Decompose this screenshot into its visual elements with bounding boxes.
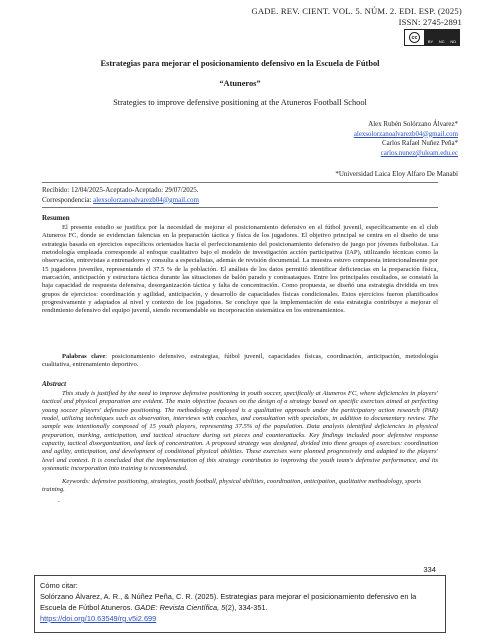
author-name: Alex Rubén Solórzano Álvarez* bbox=[368, 121, 458, 128]
citation-issue-pages: (2), 334-351. bbox=[225, 603, 268, 612]
citation-label: Cómo citar: bbox=[40, 581, 78, 590]
resumen-body: El presente estudio se justifica por la necesidad de mejorar el posicionamiento defensivo en el fútbol juvenil, específicamente en el club Atuneros FC, donde se evidencian falencias en la preparación táctica y física de los jugadores. El objetivo principal se centra en el diseño de una estrategia basada en ejercicios específicos orientados hacia el perfeccionamiento del posicionamiento defensivo de juego por jóvenes futbolistas. La metodología empleada corresponde al enfoque cualitativo bajo el modelo de investigación acción participativa (IAP), utilizando técnicas como la observación, entrevistas a entrenadores y consulta a especialistas, además de revisión documental. La muestra estuvo compuesta intencionalmente por 15 jugadores juveniles, representando el 37.5 % de la población. El análisis de los datos permitió identificar deficiencias en la preparación física, marcación, anticipación y estructura táctica durante las situaciones de balón parado y contraataques. Entre los principales resultados, se constató la baja capacidad de respuesta defensiva, desorganización táctica y falta de concentración. Como propuesta, se diseñó una estrategia dividida en tres grupos de ejercicios: coordinación y agilidad, anticipación, y desarrollo de capacidades físicas condicionales. Estos ejercicios fueron planificados progresivamente y adaptados al nivel y contexto de los jugadores. Se concluye que la implementación de esta estrategia contribuye a mejorar el rendimiento defensivo del equipo juvenil, siendo recomendable su incorporación sistemática en los entrenamientos. bbox=[42, 224, 438, 315]
article-title-english: Strategies to improve defensive positioning at the Atuneros Football School bbox=[113, 98, 367, 107]
resumen-keywords bbox=[42, 353, 438, 370]
abstract-heading: Abstract bbox=[42, 380, 67, 388]
citation-text bbox=[40, 591, 440, 613]
author-email-link[interactable]: alexsolorzanoalvarezb04@gmail.com bbox=[353, 130, 458, 138]
journal-issn: ISSN: 2745-2891 bbox=[398, 17, 462, 27]
author-name: Carlos Rafael Nuñez Peña* bbox=[382, 140, 458, 148]
received-accepted-dates: Recibido: 12/04/2025-Aceptado-Aceptado: 29/07/2025. bbox=[42, 186, 199, 194]
article-title-line1: Estrategias para mejorar el posicionamiento defensivo en la Escuela de Fútbol bbox=[100, 59, 380, 68]
citation-journal: GADE: Revista Científica, 5 bbox=[134, 603, 226, 612]
citation-box bbox=[34, 575, 446, 633]
keywords-list: : posicionamiento defensivo, estrategias, fútbol juvenil, capacidades físicas, coordinación, anticipación, metodología cualitativa, entrenamiento deportivo. bbox=[42, 353, 438, 369]
article-title-line2: “Atuneros” bbox=[219, 79, 261, 88]
cc-by-label: BY bbox=[427, 39, 434, 44]
author-block bbox=[354, 120, 458, 158]
correspondence-label: Correspondencia: bbox=[42, 195, 92, 204]
abstract-body: This study is justified by the need to improve defensive positioning in youth soccer, specifically at Atuneros FC, where deficiencies in players' tactical and physical preparation are evident. The main objective focuses on the design of a strategy based on specific exercises aimed at perfecting young soccer players' defensive positioning. The methodology employed is a qualitative approach under the participatory action research (PAR) model, utilizing techniques such as observation, interviews with coaches, and consultation with specialists, in addition to documentary review. The sample was intentionally composed of 15 youth players, representing 37.5% of the population. Data analysis identified deficiencies in physical preparation, marking, anticipation, and tactical structure during set pieces and counterattacks. Key findings included poor defensive response capacity, tactical disorganization, and lack of concentration. A proposed strategy was designed, divided into three groups of exercises: coordination and agility, anticipation, and development of conditional physical abilities. These exercises were planned progressively and adapted to the players' level and context. It is concluded that the implementation of this strategy contributes to improving the youth team's defensive performance, and its systematic incorporation into training is recommended. bbox=[42, 390, 438, 473]
header-divider bbox=[42, 182, 438, 183]
keywords-label: Palabras clave bbox=[62, 353, 106, 360]
stray-dot: . bbox=[58, 496, 60, 504]
resumen-heading: Resumen bbox=[42, 214, 70, 222]
journal-header bbox=[251, 6, 462, 28]
doi-link[interactable]: https://doi.org/10.63549/rg.v5i2.699 bbox=[40, 614, 157, 623]
citation-reference: Solórzano Álvarez, A. R., & Núñez Peña, C. R. (2025). Estrategias para mejorar el posicionamiento defensivo en la Escuela de Fútbol Atuneros. bbox=[40, 592, 417, 612]
cc-nd-label: ND bbox=[450, 39, 457, 44]
author-email-link[interactable]: carlos.nunez@uleam.edu.ec bbox=[380, 149, 458, 157]
affiliation: *Universidad Laica Eloy Alfaro De Manabí bbox=[335, 170, 458, 178]
meta-divider bbox=[42, 207, 438, 208]
correspondence-line bbox=[42, 196, 199, 206]
cc-license-badge bbox=[404, 29, 460, 46]
journal-volume-line: GADE. REV. CIENT. VOL. 5. NÚM. 2. EDI. ESP. (2025) bbox=[251, 6, 462, 16]
correspondence-email-link[interactable]: alexsolorzanoalvarezb04@gmail.com bbox=[93, 195, 199, 204]
cc-attributes bbox=[425, 30, 459, 45]
cc-nc-label: NC bbox=[438, 39, 445, 44]
page-number: 334 bbox=[423, 565, 436, 574]
abstract-keywords: Keywords: defensive positioning, strategies, youth football, physical abilities, coordination, anticipation, qualitative methodology, sports training. bbox=[42, 478, 422, 494]
article-dates bbox=[42, 186, 199, 205]
cc-logo-icon: cc bbox=[409, 32, 420, 43]
